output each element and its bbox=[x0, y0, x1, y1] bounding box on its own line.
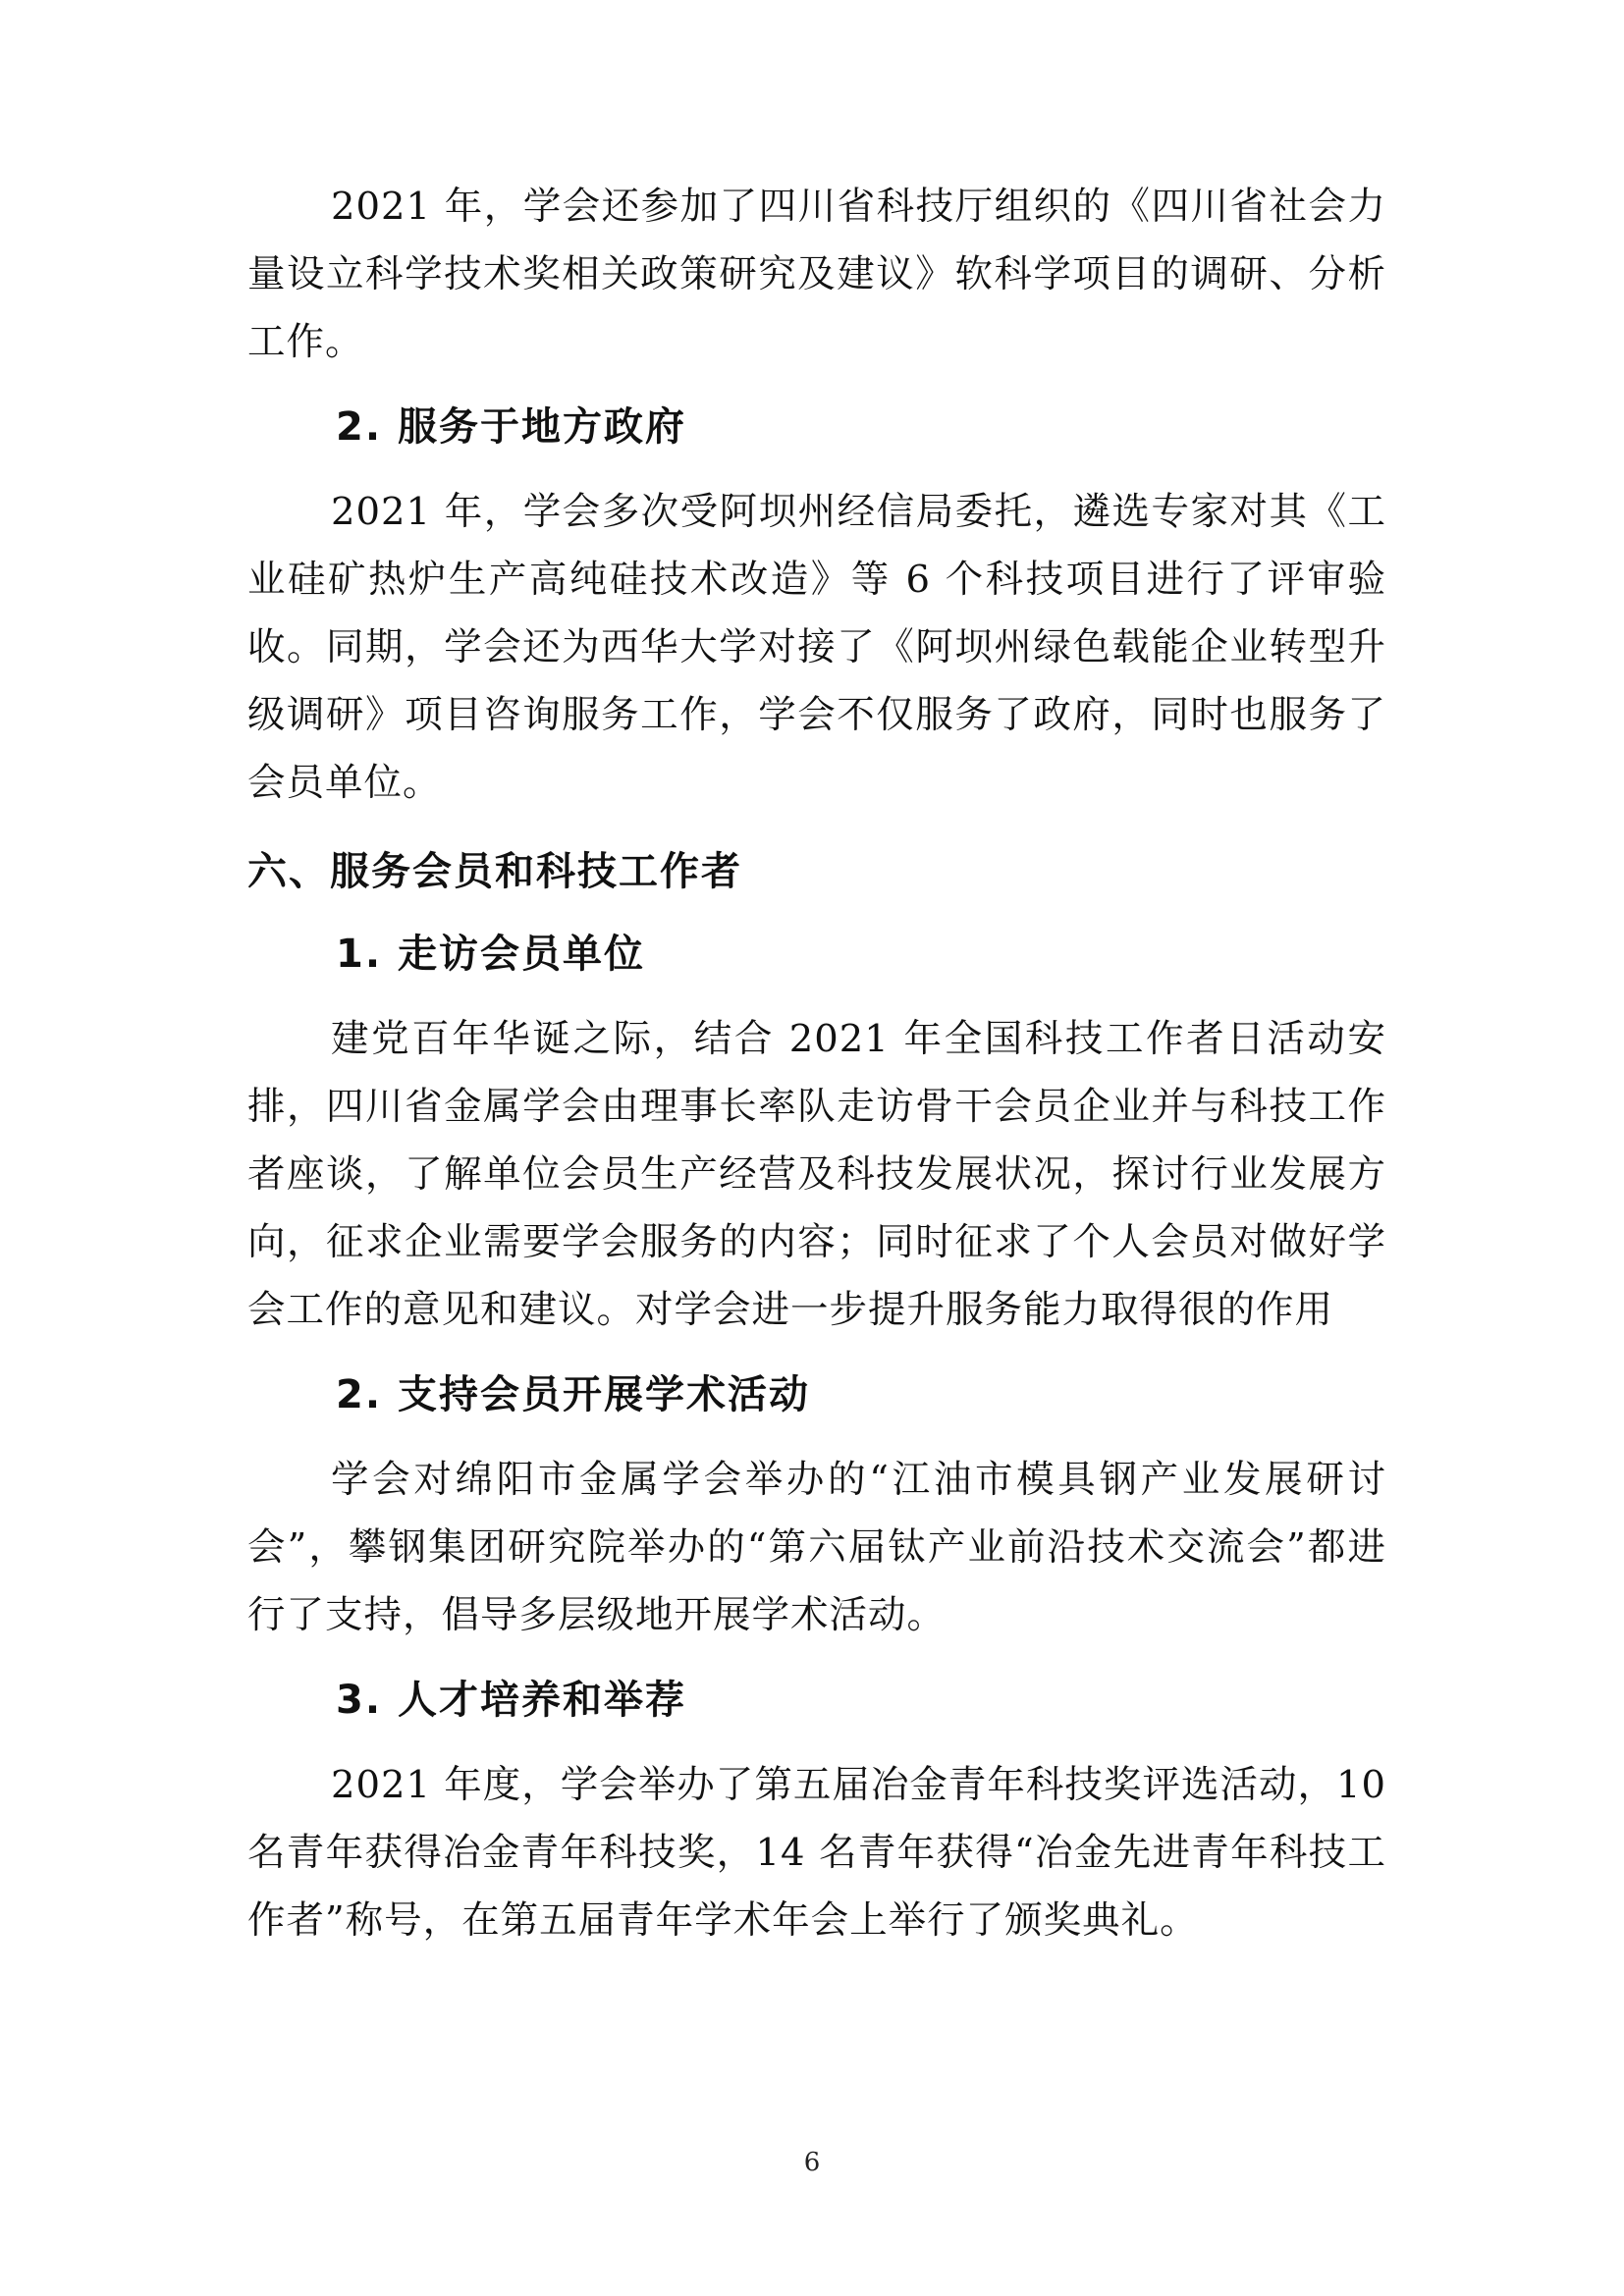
spacer bbox=[247, 1649, 1386, 1659]
heading-support-academic-activities: 2. 支持会员开展学术活动 bbox=[336, 1372, 810, 1417]
section-heading-serve-members: 六、服务会员和科技工作者 bbox=[247, 849, 742, 894]
paragraph-talent-training: 2021 年度，学会举办了第五届冶金青年科技奖评选活动，10 名青年获得冶金青年科技奖，14 名青年获得“冶金先进青年科技工作者”称号，在第五届青年学术年会上举行了颁奖典礼。 bbox=[247, 1763, 1386, 1943]
spacer bbox=[247, 376, 1386, 386]
spacer bbox=[247, 1741, 1386, 1751]
spacer bbox=[247, 468, 1386, 478]
spacer bbox=[247, 817, 1386, 830]
paragraph-local-government: 2021 年，学会多次受阿坝州经信局委托，遴选专家对其《工业硅矿热炉生产高纯硅技术改造》等 6 个科技项目进行了评审验收。同期，学会还为西华大学对接了《阿坝州绿色载能企业转型升级调研》项目咨询服务工作，学会不仅服务了政府，同时也服务了会员单位。 bbox=[247, 490, 1386, 805]
paragraph-support-academic-activities: 学会对绵阳市金属学会举办的“江油市模具钢产业发展研讨会”，攀钢集团研究院举办的“第六届钛产业前沿技术交流会”都进行了支持，倡导多层级地开展学术活动。 bbox=[247, 1458, 1386, 1637]
page-content bbox=[247, 173, 1386, 1954]
spacer bbox=[247, 1344, 1386, 1354]
heading-talent-training: 3. 人才培养和举荐 bbox=[336, 1678, 686, 1723]
paragraph-research-participation: 2021 年，学会还参加了四川省科技厅组织的《四川省社会力量设立科学技术奖相关政策研究及建议》软科学项目的调研、分析工作。 bbox=[247, 185, 1386, 364]
spacer bbox=[247, 995, 1386, 1005]
heading-visit-member-units: 1. 走访会员单位 bbox=[336, 932, 645, 977]
page-number: 6 bbox=[803, 2148, 821, 2177]
heading-serve-local-government: 2. 服务于地方政府 bbox=[336, 404, 686, 450]
paragraph-visit-member-units: 建党百年华诞之际，结合 2021 年全国科技工作者日活动安排，四川省金属学会由理事长率队走访骨干会员企业并与科技工作者座谈，了解单位会员生产经营及科技发展状况，探讨行业发展方向，征求企业需要学会服务的内容；同时征求了个人会员对做好学会工作的意见和建议。对学会进一步提升服务能力取得很的作用 bbox=[247, 1017, 1386, 1332]
spacer bbox=[247, 1436, 1386, 1446]
